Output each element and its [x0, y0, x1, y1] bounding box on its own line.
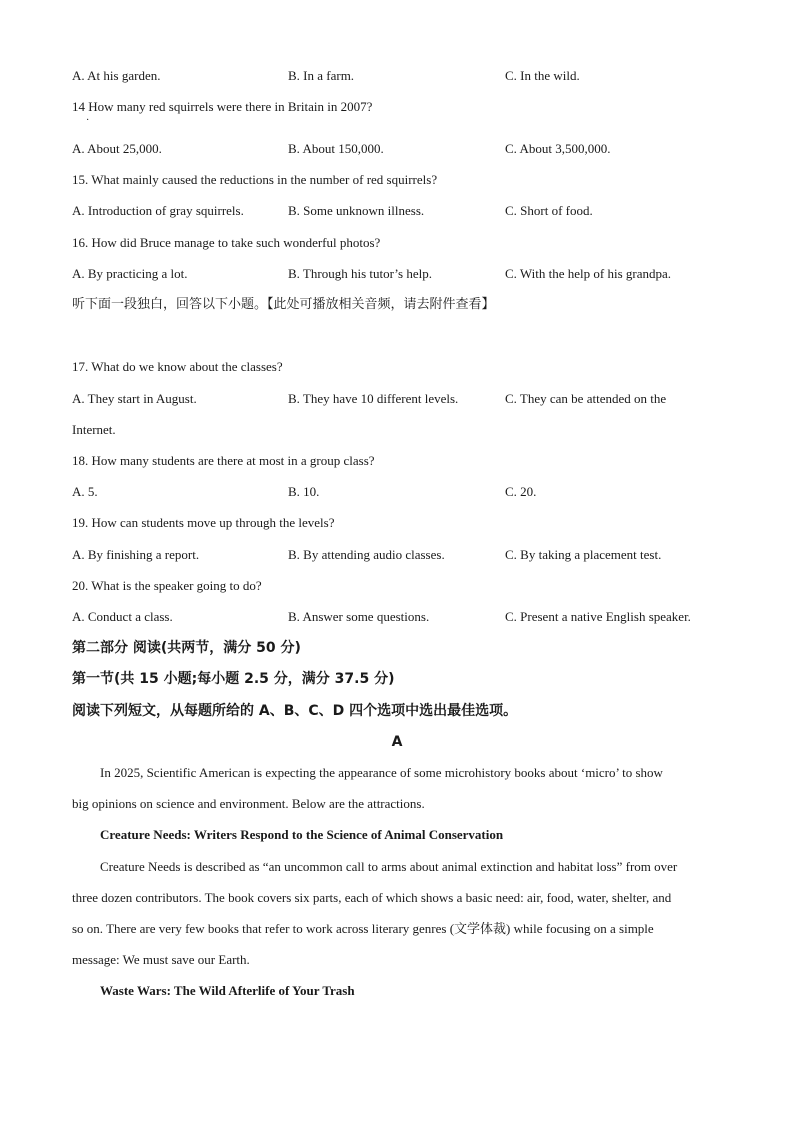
- book1-line-3: so on. There are very few books that refer to work across literary genres (文学体裁) while focusing on a simple: [72, 921, 654, 936]
- q14-option-c: C. About 3,500,000.: [505, 141, 611, 156]
- q19-option-c: C. By taking a placement test.: [505, 547, 662, 562]
- q18-option-b: B. 10.: [288, 484, 320, 499]
- intro-line-1: In 2025, Scientific American is expecting the appearance of some microhistory books about ‘micro’ to show: [100, 765, 663, 780]
- q16-option-c: C. With the help of his grandpa.: [505, 266, 672, 281]
- q15-option-c: C. Short of food.: [505, 203, 593, 218]
- book1-line-4: message: We must save our Earth.: [72, 952, 250, 967]
- monologue-instruction: 听下面一段独白，回答以下小题。【此处可播放相关音频，请去附件查看】: [72, 297, 495, 312]
- q17-option-b: B. They have 10 different levels.: [288, 391, 459, 406]
- q15-stem: 15. What mainly caused the reductions in the number of red squirrels?: [72, 172, 438, 187]
- reading-instruction: 阅读下列短文，从每题所给的 A、B、C、D 四个选项中选出最佳选项。: [72, 703, 518, 719]
- q20-option-a: A. Conduct a class.: [72, 609, 173, 624]
- q13-option-c: C. In the wild.: [505, 68, 580, 83]
- q20-stem: 20. What is the speaker going to do?: [72, 578, 262, 593]
- q18-option-a: A. 5.: [72, 484, 98, 499]
- book1-line-1: Creature Needs is described as “an uncommon call to arms about animal extinction and habitat loss” from over: [100, 859, 678, 874]
- q20-option-c: C. Present a native English speaker.: [505, 609, 691, 624]
- stray-mark: ·: [86, 115, 90, 126]
- q18-option-c: C. 20.: [505, 484, 537, 499]
- q16-option-a: A. By practicing a lot.: [72, 266, 188, 281]
- q15-option-a: A. Introduction of gray squirrels.: [72, 203, 244, 218]
- intro-line-2: big opinions on science and environment. Below are the attractions.: [72, 796, 425, 811]
- q14-option-a: A. About 25,000.: [72, 141, 162, 156]
- q19-stem: 19. How can students move up through the levels?: [72, 515, 335, 530]
- section1-title: 第一节(共 15 小题;每小题 2.5 分，满分 37.5 分): [72, 671, 395, 687]
- q18-stem: 18. How many students are there at most in a group class?: [72, 453, 375, 468]
- book1-line-2: three dozen contributors. The book covers six parts, each of which shows a basic need: air, food, water, shelter, and: [72, 890, 672, 905]
- q20-option-b: B. Answer some questions.: [288, 609, 430, 624]
- q19-option-a: A. By finishing a report.: [72, 547, 200, 562]
- q17-option-c-continued: Internet.: [72, 422, 116, 437]
- q14-stem: 14 How many red squirrels were there in Britain in 2007?: [72, 99, 373, 114]
- part2-title: 第二部分 阅读(共两节，满分 50 分): [72, 640, 301, 656]
- q15-option-b: B. Some unknown illness.: [288, 203, 425, 218]
- q13-option-a: A. At his garden.: [72, 68, 161, 83]
- passage-letter: A: [391, 734, 403, 750]
- q17-option-a: A. They start in August.: [72, 391, 197, 406]
- q16-option-b: B. Through his tutor’s help.: [288, 266, 432, 281]
- q19-option-b: B. By attending audio classes.: [288, 547, 445, 562]
- book2-title: Waste Wars: The Wild Afterlife of Your Trash: [100, 983, 355, 998]
- q13-option-b: B. In a farm.: [288, 68, 355, 83]
- q17-option-c: C. They can be attended on the: [505, 391, 667, 406]
- book1-title: Creature Needs: Writers Respond to the Science of Animal Conservation: [100, 827, 504, 842]
- q14-option-b: B. About 150,000.: [288, 141, 384, 156]
- q17-stem: 17. What do we know about the classes?: [72, 359, 283, 374]
- q16-stem: 16. How did Bruce manage to take such wonderful photos?: [72, 235, 381, 250]
